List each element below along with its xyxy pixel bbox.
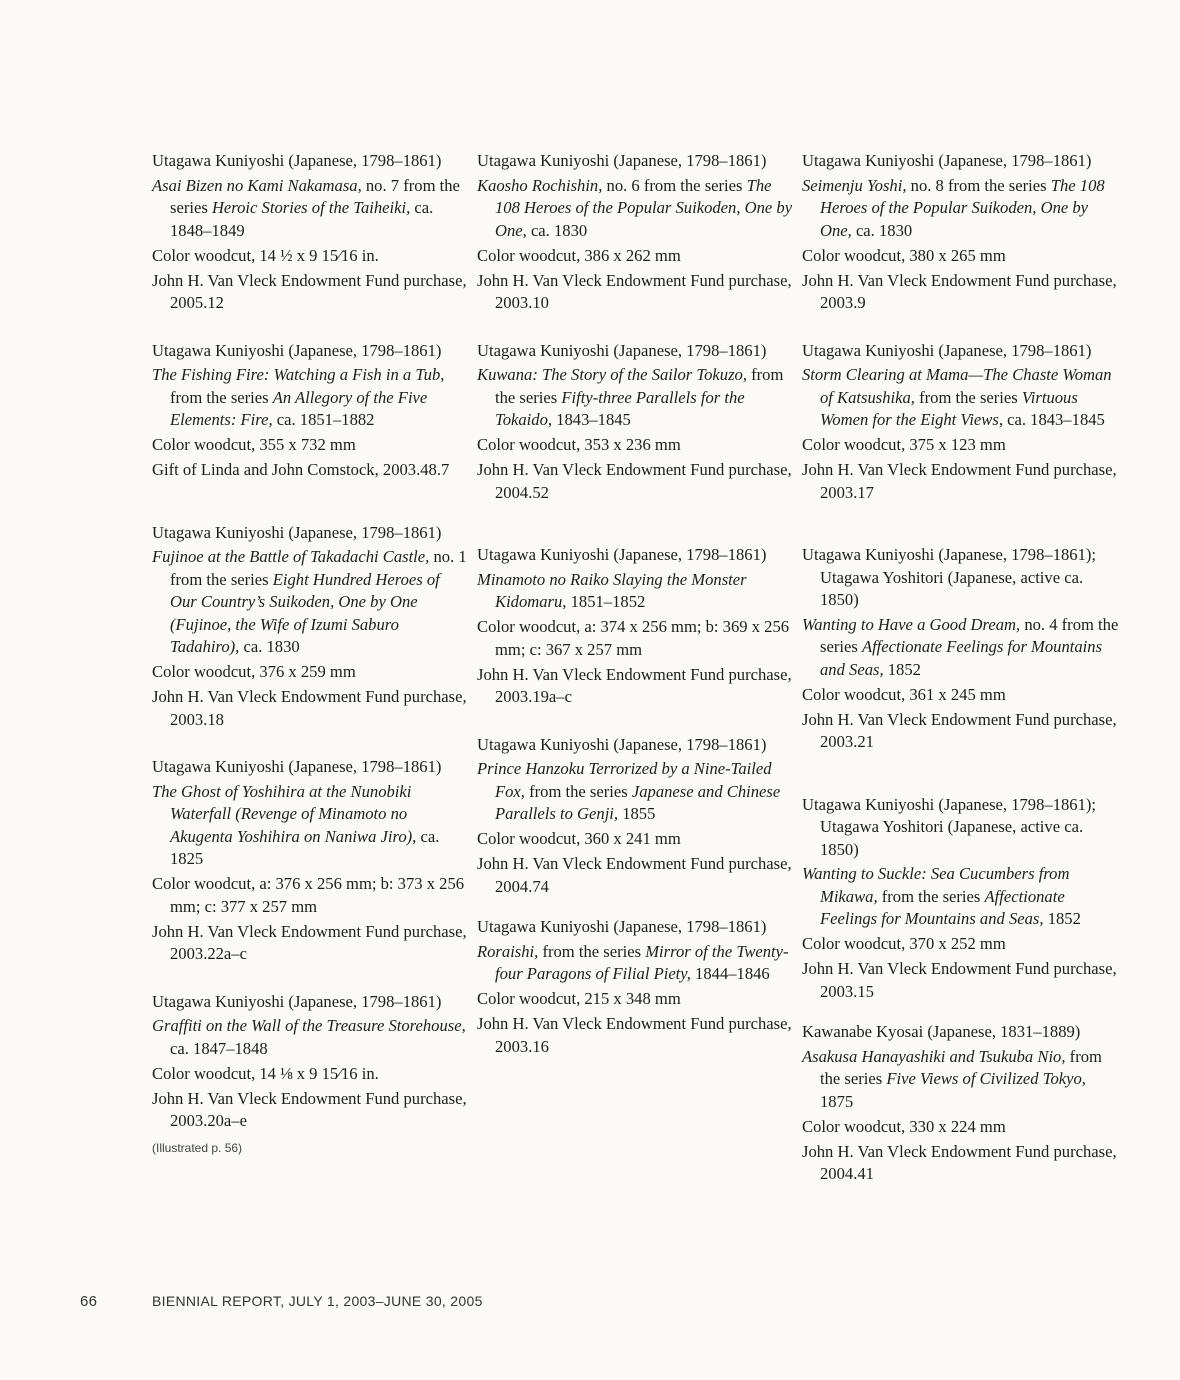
entry-artist: Utagawa Kuniyoshi (Japanese, 1798–1861) (152, 522, 442, 542)
entry-artist: Utagawa Kuniyoshi (Japanese, 1798–1861) (477, 340, 767, 360)
entry-artist: Utagawa Kuniyoshi (Japanese, 1798–1861) (152, 757, 442, 776)
entry-artist: Utagawa Kuniyoshi (Japanese, 1798–1861) (477, 545, 767, 564)
title-italic-segment: Five Views of Civilized Tokyo, (886, 1069, 1086, 1088)
entry-title (802, 175, 1120, 243)
entry-medium: Color woodcut, 330 x 224 mm (802, 1116, 1006, 1136)
title-italic-segment: The 108 Heroes of the Popular Suikoden, One by One, (820, 175, 1105, 240)
entry-artist: Utagawa Kuniyoshi (Japanese, 1798–1861) (152, 991, 442, 1011)
catalog-entry (152, 522, 470, 732)
entry-medium: Color woodcut, 355 x 732 mm (152, 435, 356, 454)
entry-title (152, 781, 470, 871)
title-text-segment: from the series (877, 886, 985, 906)
catalog-entry (152, 991, 470, 1160)
title-text-segment: 1851–1852 (566, 592, 646, 611)
title-text-segment: 1855 (618, 804, 656, 823)
title-italic-segment: Asakusa Hanayashiki and Tsukuba Nio, (802, 1046, 1066, 1066)
title-italic-segment: Seimenju Yoshi, (802, 175, 907, 195)
title-italic-segment: Graffiti on the Wall of the Treasure Storehouse, (152, 1016, 466, 1035)
entry-credit: Gift of Linda and John Comstock, 2003.48.7 (152, 460, 450, 479)
entry-title (477, 758, 795, 826)
title-italic-segment: The Ghost of Yoshihira at the Nunobiki Waterfall (Revenge of Minamoto no Akugenta Yoshihira on Naniwa Jiro), (152, 781, 417, 846)
title-italic-segment: Heroic Stories of the Taiheiki, (211, 198, 411, 217)
entry-medium: Color woodcut, 375 x 123 mm (802, 435, 1006, 454)
title-italic-segment: Mirror of the Twenty-four Paragons of Filial Piety, (495, 941, 789, 983)
entry-title (802, 1046, 1120, 1114)
entry-credit: John H. Van Vleck Endowment Fund purchase, 2004.74 (477, 854, 792, 896)
entry-credit: John H. Van Vleck Endowment Fund purchase, 2005.12 (152, 270, 467, 312)
catalog-entry (477, 916, 795, 1058)
title-text-segment: 1875 (820, 1091, 854, 1111)
entry-artist: Utagawa Kuniyoshi (Japanese, 1798–1861) (802, 151, 1092, 170)
column-1 (152, 150, 470, 1159)
title-italic-segment: An Allegory of the Five Elements: Fire, (170, 387, 428, 429)
entry-title (802, 614, 1120, 682)
column-2 (477, 150, 795, 1061)
title-text-segment: 1843–1845 (552, 410, 631, 429)
title-text-segment: ca. 1847–1848 (170, 1038, 268, 1058)
entry-artist: Kawanabe Kyosai (Japanese, 1831–1889) (802, 1022, 1081, 1041)
catalog-entry (802, 1021, 1120, 1186)
entry-credit: John H. Van Vleck Endowment Fund purchase, 2003.10 (477, 270, 792, 312)
catalog-entry (802, 544, 1120, 754)
entry-credit: John H. Van Vleck Endowment Fund purchase, 2003.18 (152, 687, 467, 729)
entry-artist: Utagawa Kuniyoshi (Japanese, 1798–1861); Utagawa Yoshitori (Japanese, active ca. 1850) (802, 794, 1097, 859)
catalog-entry (152, 150, 470, 315)
entry-credit: John H. Van Vleck Endowment Fund purchase, 2003.9 (802, 270, 1117, 312)
running-head: BIENNIAL REPORT, JULY 1, 2003–JUNE 30, 2005 (152, 1293, 483, 1309)
title-italic-segment: Fifty-three Parallels for the Tokaido, (495, 387, 745, 429)
entry-title (802, 863, 1120, 931)
title-italic-segment: Kuwana: The Story of the Sailor Tokuzo, (477, 365, 747, 384)
entry-medium: Color woodcut, 360 x 241 mm (477, 829, 681, 848)
entry-artist: Utagawa Kuniyoshi (Japanese, 1798–1861) (477, 917, 767, 936)
entry-artist: Utagawa Kuniyoshi (Japanese, 1798–1861) (477, 151, 767, 170)
catalog-entry (152, 340, 470, 482)
title-text-segment: no. 1 from the series (170, 547, 467, 589)
entry-title (477, 941, 795, 986)
title-text-segment: 1852 (883, 659, 921, 679)
entry-medium: Color woodcut, 14 ½ x 9 15⁄16 in. (152, 245, 379, 265)
page-number: 66 (80, 1293, 98, 1310)
title-italic-segment: Asai Bizen no Kami Nakamasa, (152, 175, 362, 195)
entry-artist: Utagawa Kuniyoshi (Japanese, 1798–1861) (477, 734, 767, 754)
title-text-segment: no. 7 from the series (170, 175, 460, 217)
entry-medium: Color woodcut, a: 376 x 256 mm; b: 373 x 256 mm; c: 377 x 257 mm (152, 874, 465, 916)
title-text-segment: ca. 1851–1882 (272, 410, 375, 429)
title-italic-segment: Minamoto no Raiko Slaying the Monster Kidomaru, (477, 569, 747, 611)
entry-artist: Utagawa Kuniyoshi (Japanese, 1798–1861) (802, 340, 1092, 360)
title-text-segment: no. 4 from the series (820, 614, 1119, 656)
title-italic-segment: The 108 Heroes of the Popular Suikoden, One by One, (495, 175, 793, 240)
entry-title (152, 1015, 470, 1060)
title-text-segment: ca. 1830 (851, 220, 913, 240)
entry-title (152, 546, 470, 659)
entry-artist: Utagawa Kuniyoshi (Japanese, 1798–1861); Utagawa Yoshitori (Japanese, active ca. 1850) (802, 545, 1097, 609)
column-3 (802, 150, 1120, 1188)
entry-medium: Color woodcut, 376 x 259 mm (152, 662, 356, 681)
entry-artist: Utagawa Kuniyoshi (Japanese, 1798–1861) (152, 340, 442, 360)
entry-title (477, 364, 795, 432)
title-italic-segment: Virtuous Women for the Eight Views, (820, 387, 1078, 429)
title-italic-segment: Fujinoe at the Battle of Takadachi Castle, (152, 547, 430, 566)
title-italic-segment: Roraishi, (477, 941, 539, 961)
title-text-segment: no. 8 from the series (906, 175, 1051, 195)
entry-medium: Color woodcut, 14 ⅛ x 9 15⁄16 in. (152, 1063, 379, 1083)
entry-credit: John H. Van Vleck Endowment Fund purchase, 2003.16 (477, 1014, 792, 1056)
catalog-entry (802, 150, 1120, 315)
title-text-segment: from the series (820, 1046, 1102, 1088)
entry-credit: John H. Van Vleck Endowment Fund purchase, 2003.21 (802, 709, 1117, 751)
title-italic-segment: Affectionate Feelings for Mountains and Seas, (820, 886, 1065, 928)
title-text-segment: from the series (495, 365, 784, 407)
title-italic-segment: Affectionate Feelings for Mountains and Seas, (820, 637, 1103, 679)
entry-medium: Color woodcut, 215 x 348 mm (477, 989, 681, 1008)
entry-title (477, 175, 795, 243)
entry-title (152, 364, 470, 432)
entry-credit: John H. Van Vleck Endowment Fund purchase, 2003.20a–e (152, 1088, 467, 1130)
title-text-segment: 1852 (1043, 909, 1081, 928)
entry-credit: John H. Van Vleck Endowment Fund purchase, 2003.17 (802, 460, 1117, 502)
entry-credit: John H. Van Vleck Endowment Fund purchase, 2004.41 (802, 1141, 1117, 1183)
catalog-entry (477, 150, 795, 315)
entry-medium: Color woodcut, 361 x 245 mm (802, 684, 1006, 704)
title-text-segment: from the series (524, 781, 632, 801)
title-text-segment: ca. 1830 (239, 637, 300, 656)
title-italic-segment: The Fishing Fire: Watching a Fish in a Tub, (152, 365, 445, 384)
entry-medium: Color woodcut, 380 x 265 mm (802, 245, 1006, 265)
entry-medium: Color woodcut, 353 x 236 mm (477, 435, 681, 454)
title-italic-segment: Japanese and Chinese Parallels to Genji, (495, 781, 781, 823)
title-italic-segment: Wanting to Have a Good Dream, (802, 614, 1021, 634)
title-text-segment: ca. 1843–1845 (1002, 410, 1105, 429)
entry-medium: Color woodcut, 386 x 262 mm (477, 245, 681, 265)
title-italic-segment: Eight Hundred Heroes of Our Country’s Suikoden, One by One (Fujinoe, the Wife of Izumi Saburo Tadahiro), (170, 569, 440, 656)
entry-title (802, 364, 1120, 432)
entry-note: (Illustrated p. 56) (152, 1140, 243, 1155)
title-text-segment: from the series (170, 387, 273, 407)
entry-credit: John H. Van Vleck Endowment Fund purchase, 2003.15 (802, 959, 1117, 1001)
entry-credit: John H. Van Vleck Endowment Fund purchase, 2003.19a–c (477, 664, 792, 706)
entry-title (477, 569, 795, 614)
entry-credit: John H. Van Vleck Endowment Fund purchase, 2004.52 (477, 460, 792, 502)
title-italic-segment: Prince Hanzoku Terrorized by a Nine-Tailed Fox, (477, 759, 772, 801)
title-text-segment: ca. 1848–1849 (170, 198, 434, 240)
catalog-entry (477, 544, 795, 709)
catalog-entry (802, 794, 1120, 1004)
title-text-segment: 1844–1846 (690, 964, 770, 983)
title-text-segment: ca. 1830 (526, 220, 588, 240)
catalog-entry (477, 734, 795, 899)
title-italic-segment: Kaosho Rochishin, (477, 175, 603, 195)
entry-title (152, 175, 470, 243)
title-text-segment: ca. 1825 (170, 826, 440, 868)
title-italic-segment: Wanting to Suckle: Sea Cucumbers from Mikawa, (802, 864, 1070, 906)
title-text-segment: from the series (538, 941, 646, 961)
entry-credit: John H. Van Vleck Endowment Fund purchase, 2003.22a–c (152, 921, 467, 963)
entry-artist: Utagawa Kuniyoshi (Japanese, 1798–1861) (152, 151, 442, 170)
title-text-segment: from the series (914, 387, 1022, 407)
entry-medium: Color woodcut, 370 x 252 mm (802, 934, 1006, 953)
entry-medium: Color woodcut, a: 374 x 256 mm; b: 369 x 256 mm; c: 367 x 257 mm (477, 617, 790, 659)
catalog-entry (152, 756, 470, 966)
page-footer (80, 1293, 483, 1310)
catalog-entry (802, 340, 1120, 505)
catalog-entry (477, 340, 795, 505)
title-text-segment: no. 6 from the series (602, 175, 747, 195)
title-italic-segment: Storm Clearing at Mama—The Chaste Woman of Katsushika, (802, 365, 1112, 407)
